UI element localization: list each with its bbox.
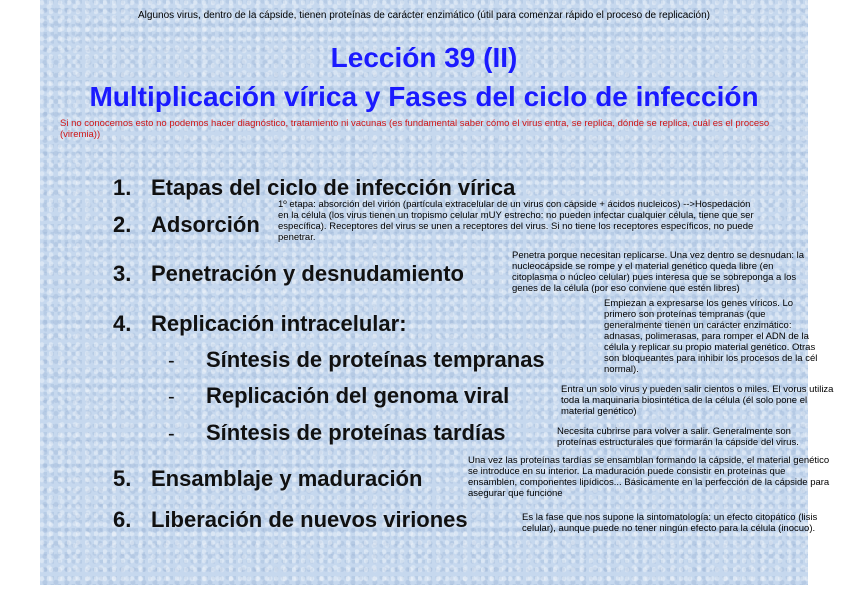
list-item-2 bbox=[113, 212, 260, 238]
sub-item-3 bbox=[168, 420, 506, 446]
sub-item-1 bbox=[168, 347, 545, 373]
importance-note: Si no conocemos esto no podemos hacer diagnóstico, tratamiento ni vacunas (es fundamental saber cómo el virus entra, se replica, dónde se replica, cuál es el proceso (viremia)) bbox=[60, 118, 770, 140]
item-number: 4. bbox=[113, 311, 132, 336]
item-label: Liberación de nuevos viriones bbox=[151, 507, 468, 532]
item-label: Replicación intracelular: bbox=[151, 311, 407, 336]
item-label: Penetración y desnudamiento bbox=[151, 261, 464, 286]
sub-item-2 bbox=[168, 383, 509, 409]
sub-item-label: Replicación del genoma viral bbox=[206, 383, 510, 408]
list-item-1 bbox=[113, 175, 515, 201]
sub-item-dash: - bbox=[168, 423, 175, 445]
sub-item-label: Síntesis de proteínas tempranas bbox=[206, 347, 545, 372]
item-number: 6. bbox=[113, 507, 132, 532]
note-adsorcion: 1º etapa: absorción del virión (partícula extracelular de un virus con cápside + ácidos nucleicos) -->Hospedación en la célula (los virus tienen un tropismo celular mUY estrecho: no pueden infectar cualquier célula, tiene que ser específica). Receptores del virus se unen a receptores del virus. Si no tiene los receptores específicos, no puede penetrar. bbox=[278, 199, 754, 243]
list-item-5 bbox=[113, 466, 422, 492]
lesson-subtitle: Multiplicación vírica y Fases del ciclo de infección bbox=[89, 81, 759, 112]
list-item-6 bbox=[113, 507, 468, 533]
top-note: Algunos virus, dentro de la cápside, tienen proteínas de carácter enzimático (útil para comenzar rápido el proceso de replicación) bbox=[138, 10, 710, 21]
sub-item-dash: - bbox=[168, 386, 175, 408]
sub-item-dash: - bbox=[168, 350, 175, 372]
item-label: Adsorción bbox=[151, 212, 260, 237]
list-item-4 bbox=[113, 311, 407, 337]
note-penetracion: Penetra porque necesitan replicarse. Una vez dentro se desnudan: la nucleocápside se rompe y el material genético queda libre (en citoplasma o núcleo celular) pues interesa que se sobreponga a los genes de la célula (por eso conviene que estén libres) bbox=[512, 250, 805, 294]
item-number: 2. bbox=[113, 212, 132, 237]
note-liberacion: Es la fase que nos supone la sintomatología: un efecto citopático (lisis celular), aunque puede no tener ningún efecto para la célula (inocuo). bbox=[522, 512, 818, 534]
note-ensamblaje: Una vez las proteínas tardías se ensamblan formando la cápside, el material genético se introduce en su interior. La maduración puede consistir en proteínas que ensamblen, componentes lipídicos... Básicamente en la perfección de la cápside para asegurar que funcione bbox=[468, 455, 830, 499]
note-tempranas: Empiezan a expresarse los genes víricos. Lo primero son proteínas tempranas (que generalmente tienen un carácter enzimático: adnasas, polimerasas, para romper el ADN de la célula y replicar su propio material genético. Otras son bloqueantes para inhibir los procesos de la cél normal). bbox=[604, 298, 818, 375]
item-number: 3. bbox=[113, 261, 132, 286]
lesson-title: Lección 39 (II) bbox=[330, 42, 518, 73]
item-number: 5. bbox=[113, 466, 132, 491]
note-genoma: Entra un solo virus y pueden salir cientos o miles. El vorus utiliza toda la maquinaria biosintética de la célula (él solo pone el material genético) bbox=[561, 384, 834, 417]
item-label: Ensamblaje y maduración bbox=[151, 466, 423, 491]
item-number: 1. bbox=[113, 175, 132, 200]
sub-item-label: Síntesis de proteínas tardías bbox=[206, 420, 506, 445]
note-tardias: Necesita cubrirse para volver a salir. Generalmente son proteínas estructurales que formarán la cápside del virus. bbox=[557, 426, 799, 448]
list-item-3 bbox=[113, 261, 464, 287]
item-label: Etapas del ciclo de infección vírica bbox=[151, 175, 516, 200]
